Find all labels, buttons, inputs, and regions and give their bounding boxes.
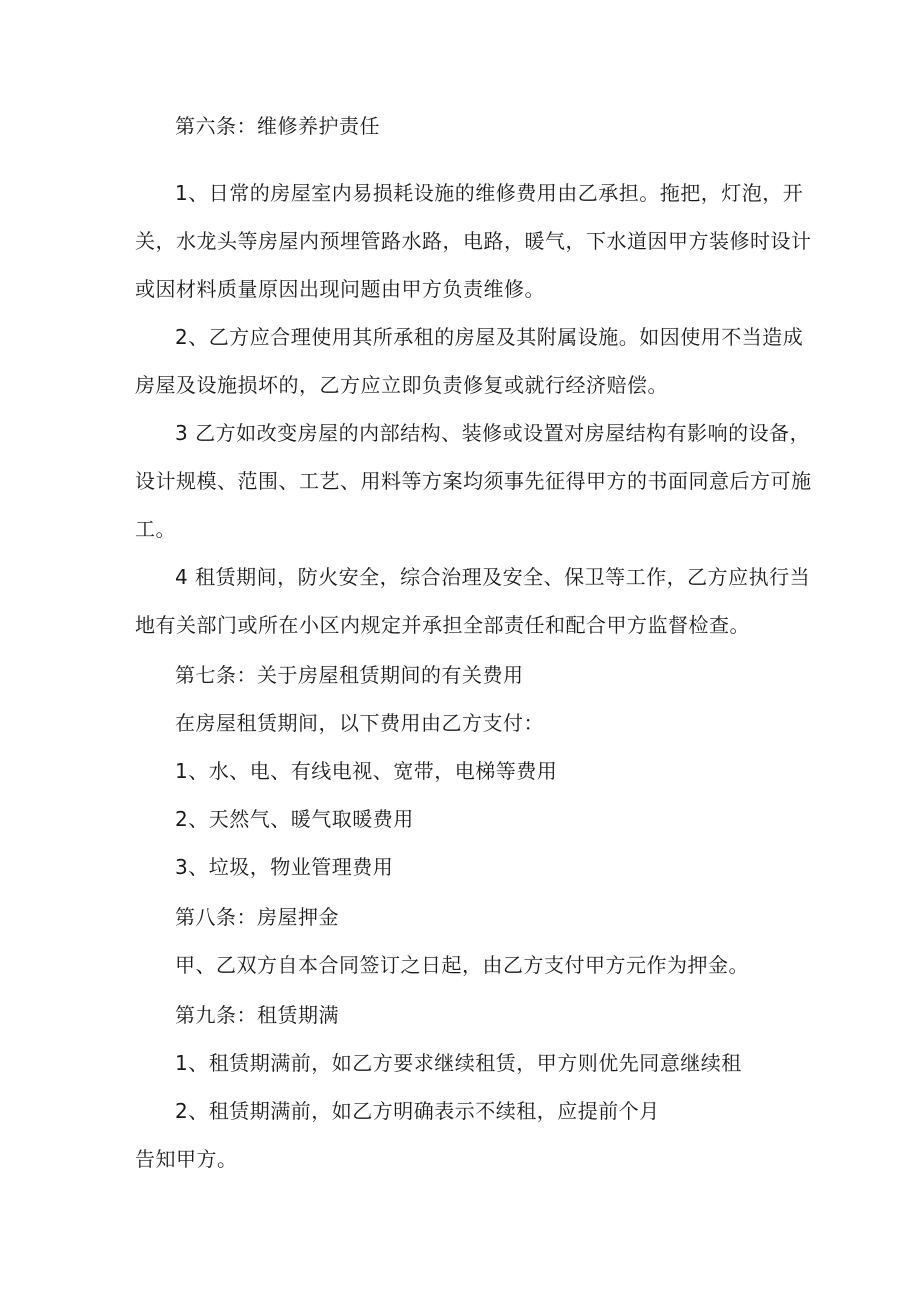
section-7-heading: 第七条：关于房屋租赁期间的有关费用 <box>175 663 524 687</box>
list-item: 3、垃圾，物业管理费用 <box>175 855 394 879</box>
paragraph-line: 1、日常的房屋室内易损耗设施的维修费用由乙承担。拖把，灯泡，开 <box>175 181 804 205</box>
paragraph-line: 关，水龙头等房屋内预埋管路水路，电路，暖气，下水道因甲方装修时设计 <box>135 229 812 253</box>
section-6-heading: 第六条：维修养护责任 <box>175 114 380 138</box>
paragraph-line: 工。 <box>135 517 176 541</box>
list-item: 2、天然气、暖气取暖费用 <box>175 807 414 831</box>
section-9-heading: 第九条：租赁期满 <box>175 1003 339 1027</box>
paragraph-line: 甲、乙双方自本合同签订之日起，由乙方支付甲方元作为押金。 <box>175 953 749 977</box>
list-item: 1、租赁期满前，如乙方要求继续租赁，甲方则优先同意继续租 <box>175 1051 742 1075</box>
list-item: 2、租赁期满前，如乙方明确表示不续租，应提前个月 <box>175 1099 660 1123</box>
paragraph-line: 2、乙方应合理使用其所承租的房屋及其附属设施。如因使用不当造成 <box>175 325 804 349</box>
section-8-heading: 第八条：房屋押金 <box>175 905 339 929</box>
paragraph-line: 房屋及设施损坏的，乙方应立即负责修复或就行经济赔偿。 <box>135 373 668 397</box>
paragraph-line: 设计规模、范围、工艺、用料等方案均须事先征得甲方的书面同意后方可施 <box>135 469 812 493</box>
paragraph-line: 告知甲方。 <box>135 1147 238 1171</box>
paragraph-line: 4 租赁期间，防火安全，综合治理及安全、保卫等工作，乙方应执行当 <box>175 565 811 589</box>
paragraph-line: 地有关部门或所在小区内规定并承担全部责任和配合甲方监督检查。 <box>135 613 750 637</box>
paragraph-line: 或因材料质量原因出现问题由甲方负责维修。 <box>135 277 545 301</box>
list-item: 1、水、电、有线电视、宽带，电梯等费用 <box>175 759 558 783</box>
paragraph-line: 3 乙方如改变房屋的内部结构、装修或设置对房屋结构有影响的设备， <box>175 421 811 445</box>
paragraph-line: 在房屋租赁期间，以下费用由乙方支付： <box>175 711 544 735</box>
